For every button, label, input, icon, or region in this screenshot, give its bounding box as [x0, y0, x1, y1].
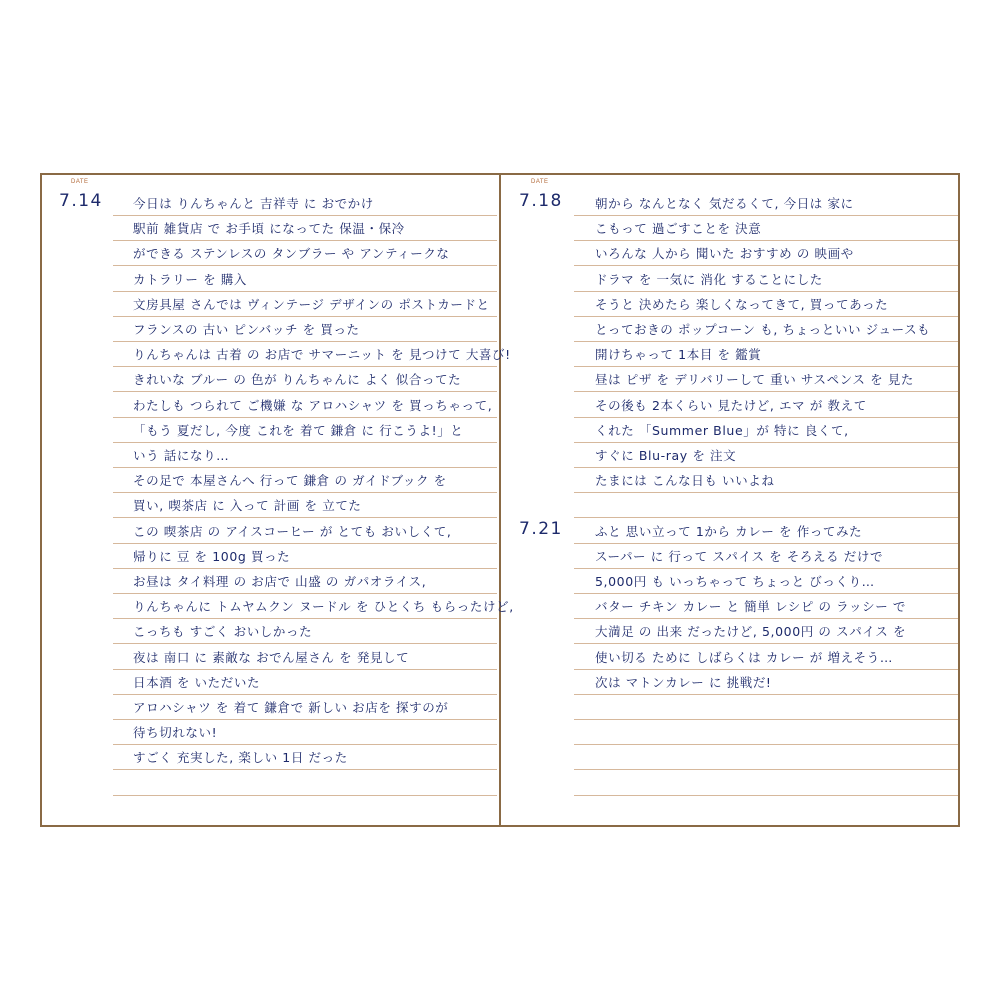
handwritten-line: カトラリー を 購入 [133, 271, 247, 287]
handwritten-line: とっておきの ポップコーン も, ちょっといい ジュースも [595, 322, 931, 337]
handwritten-line: りんちゃんは 古着 の お店で サマーニット を 見つけて 大喜び! [133, 347, 511, 363]
handwritten-line: その後も 2本くらい 見たけど, エマ が 教えて [595, 397, 867, 413]
handwritten-line: 大満足 の 出来 だったけど, 5,000円 の スパイス を [595, 624, 907, 640]
handwritten-line: フランスの 古い ピンバッチ を 買った [133, 322, 360, 337]
ruled-line [574, 744, 958, 745]
handwritten-line: バター チキン カレー と 簡単 レシピ の ラッシー で [595, 599, 907, 615]
handwritten-line: りんちゃんに トムヤムクン ヌードル を ひとくち もらったけど, [133, 599, 514, 615]
handwritten-line: 夜は 南口 に 素敵な おでん屋さん を 発見して [133, 649, 410, 665]
handwritten-line: 駅前 雑貨店 で お手頃 になってた 保温・保冷 [133, 221, 405, 237]
entry-date: 7.21 [519, 518, 563, 539]
handwritten-line: いろんな 人から 聞いた おすすめ の 映画や [595, 246, 854, 262]
date-label: DATE [71, 179, 89, 185]
handwritten-line: そうと 決めたら 楽しくなってきて, 買ってあった [595, 296, 889, 312]
handwritten-line: 昼は ピザ を デリバリーして 重い サスペンス を 見た [595, 372, 914, 388]
right-page [500, 173, 960, 827]
handwritten-line: 買い, 喫茶店 に 入って 計画 を 立てた [133, 498, 362, 514]
entry-date: 7.14 [59, 191, 103, 211]
handwritten-line: ふと 思い立って 1から カレー を 作ってみた [595, 523, 863, 539]
handwritten-line: ドラマ を 一気に 消化 することにした [595, 271, 823, 287]
handwritten-line: スーパー に 行って スパイス を そろえる だけで [595, 548, 884, 564]
handwritten-line: いう 話になり… [133, 448, 230, 463]
handwritten-line: たまには こんな日も いいよね [595, 473, 775, 489]
handwritten-line: 次は マトンカレー に 挑戦だ! [595, 674, 772, 690]
handwritten-line: お昼は タイ料理 の お店で 山盛 の ガパオライス, [133, 574, 427, 589]
handwritten-line: 今日は りんちゃんと 吉祥寺 に おでかけ [133, 196, 374, 211]
handwritten-line: 待ち切れない! [133, 725, 218, 741]
handwritten-line: すぐに Blu-ray を 注文 [595, 448, 737, 463]
entry-date: 7.18 [519, 191, 563, 211]
handwritten-line: 朝から なんとなく 気だるくて, 今日は 家に [595, 196, 854, 211]
ruled-line [574, 795, 958, 796]
ruled-line [574, 517, 958, 518]
handwritten-line: ができる ステンレスの タンブラー や アンティークな [133, 246, 450, 262]
handwritten-line: 日本酒 を いただいた [133, 674, 261, 690]
handwritten-line: アロハシャツ を 着て 鎌倉で 新しい お店を 探すのが [133, 700, 449, 715]
handwritten-line: 帰りに 豆 を 100g 買った [133, 548, 291, 564]
handwritten-line: 5,000円 も いっちゃって ちょっと びっくり… [595, 574, 875, 589]
left-page [40, 173, 514, 827]
handwritten-line: すごく 充実した, 楽しい 1日 だった [133, 750, 348, 766]
handwritten-line: きれいな ブルー の 色が りんちゃんに よく 似合ってた [133, 372, 462, 388]
handwritten-line: わたしも つられて ご機嫌 な アロハシャツ を 買っちゃって, [133, 397, 493, 413]
handwritten-line: くれた 「Summer Blue」が 特に 良くて, [595, 422, 849, 438]
handwritten-line: この 喫茶店 の アイスコーヒー が とても おいしくて, [133, 523, 452, 539]
handwritten-line: その足で 本屋さんへ 行って 鎌倉 の ガイドブック を [133, 473, 447, 489]
ruled-line [574, 719, 958, 720]
handwritten-line: こっちも すごく おいしかった [133, 624, 313, 640]
date-label: DATE [531, 179, 549, 185]
handwritten-line: 文房具屋 さんでは ヴィンテージ デザインの ポストカードと [133, 296, 490, 312]
handwritten-line: 「もう 夏だし, 今度 これを 着て 鎌倉 に 行こうよ!」と [133, 422, 464, 438]
ruled-line [574, 769, 958, 770]
handwritten-line: 開けちゃって 1本目 を 鑑賞 [595, 347, 762, 363]
handwritten-line: こもって 過ごすことを 決意 [595, 221, 762, 237]
handwritten-line: 使い切る ために しばらくは カレー が 増えそう… [595, 649, 893, 665]
ruled-line [113, 795, 497, 796]
